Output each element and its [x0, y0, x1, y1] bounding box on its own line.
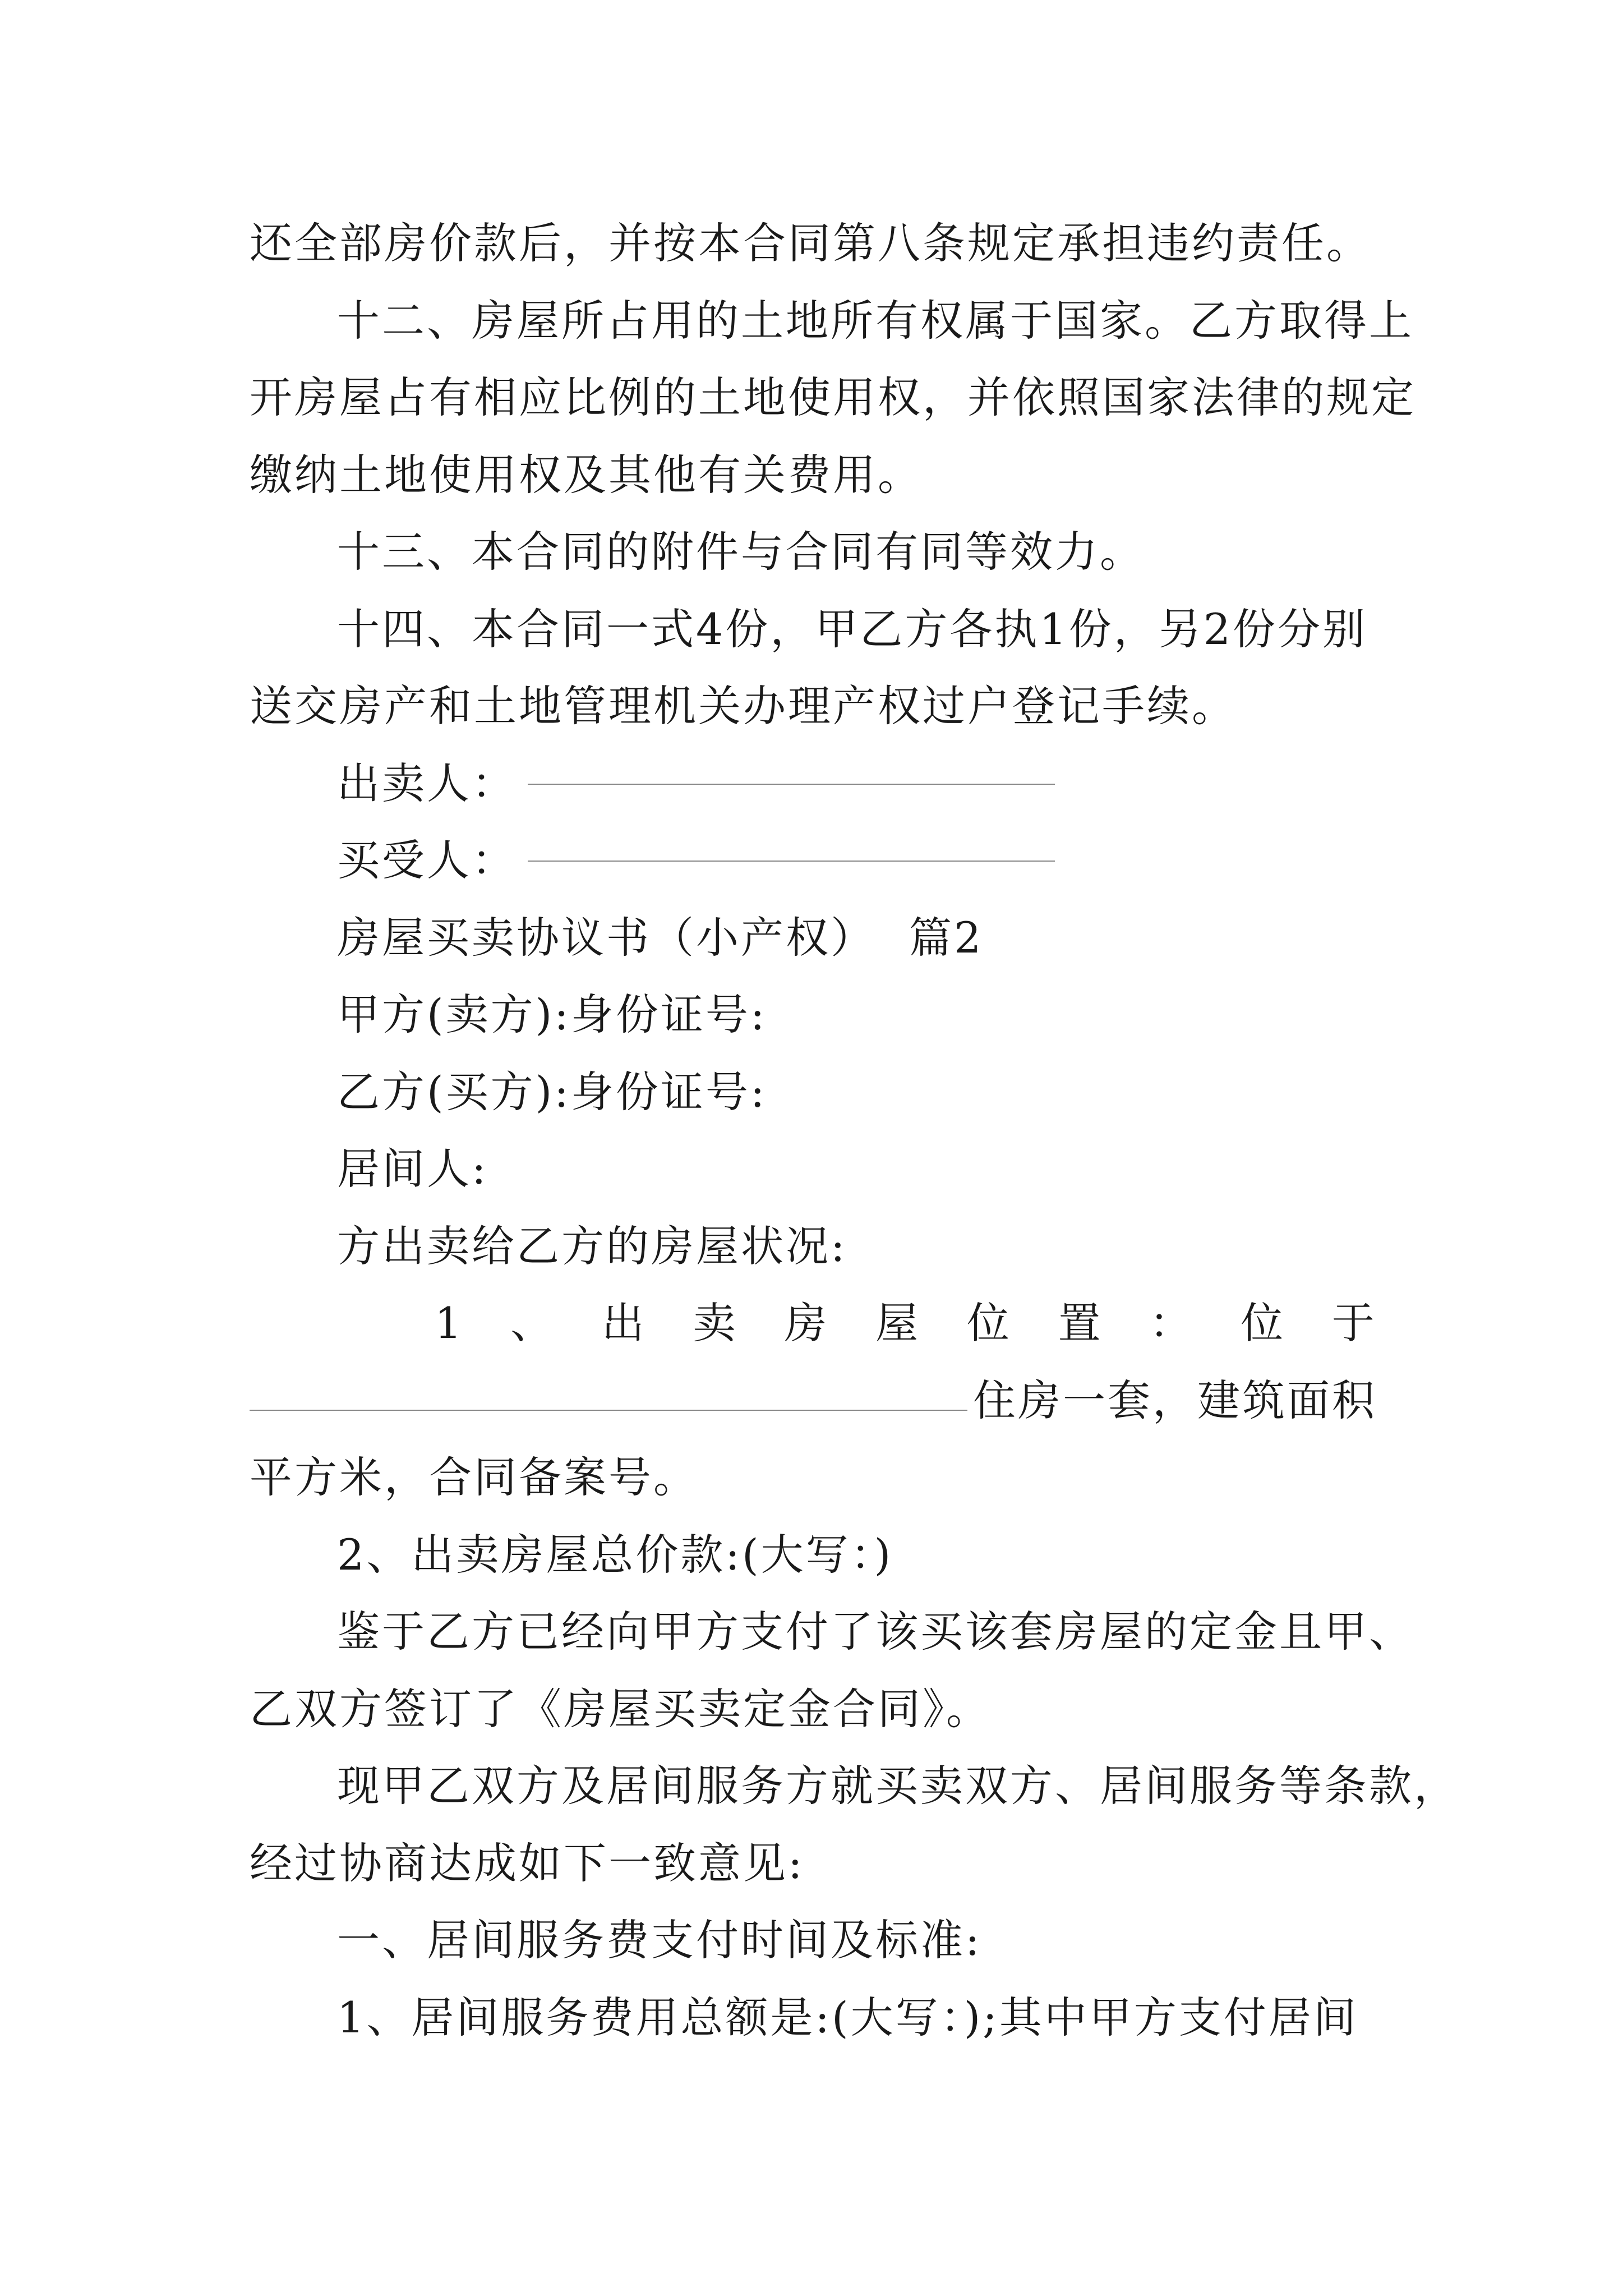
location-char: 1 — [435, 1298, 464, 1348]
agreement-part-label: 篇2 — [909, 912, 984, 963]
agreement-line: 现甲乙双方及居间服务方就买卖双方、居间服务等条款， — [337, 1761, 1459, 1811]
location-continued-text: 住房一套，建筑面积 — [973, 1375, 1377, 1425]
seller-label: 出卖人： — [337, 758, 517, 808]
agreement-heading — [250, 899, 1377, 977]
house-location-continued — [250, 1362, 1377, 1439]
location-char: 屋 — [875, 1298, 921, 1348]
party-b-line: 乙方(买方):身份证号: — [337, 1066, 767, 1117]
location-char: ： — [1149, 1298, 1195, 1348]
text-line: 经过协商达成如下一致意见: — [250, 1838, 805, 1888]
text-line: 缴纳土地使用权及其他有关费用。 — [250, 449, 923, 500]
area-line: 平方米，合同备案号。 — [250, 1452, 698, 1502]
service-fee-line: 1、居间服务费用总额是:(大写：);其中甲方支付居间 — [337, 1992, 1358, 2042]
clause-thirteen: 十三、本合同的附件与合同有同等效力。 — [337, 527, 1145, 577]
text-line: 送交房产和土地管理机关办理产权过户登记手续。 — [250, 681, 1237, 731]
buyer-signature-blank — [528, 861, 1055, 862]
text-line: 乙双方签订了《房屋买卖定金合同》。 — [250, 1683, 991, 1734]
deposit-line: 鉴于乙方已经向甲方支付了该买该套房屋的定金且甲、 — [337, 1607, 1414, 1657]
location-char: 、 — [510, 1298, 556, 1348]
seller-signature-row — [250, 745, 1377, 822]
location-char: 位 — [966, 1298, 1012, 1348]
clause-twelve: 十二、房屋所占用的土地所有权属于国家。乙方取得上 — [337, 295, 1414, 346]
house-status-intro: 方出卖给乙方的房屋状况: — [337, 1221, 847, 1271]
location-char: 卖 — [693, 1298, 738, 1348]
section-one-heading: 一、居间服务费支付时间及标准: — [337, 1915, 982, 1965]
clause-fourteen: 十四、本合同一式4份，甲乙方各执1份，另2份分别 — [337, 604, 1368, 654]
location-char: 位 — [1241, 1298, 1286, 1348]
text-line: 开房屋占有相应比例的土地使用权，并依照国家法律的规定 — [250, 372, 1416, 422]
buyer-label: 买受人： — [337, 835, 517, 885]
location-char: 置 — [1058, 1298, 1103, 1348]
total-price-line: 2、出卖房屋总价款:(大写：) — [337, 1529, 893, 1580]
buyer-signature-row — [250, 822, 1377, 899]
house-location-line — [250, 1285, 1377, 1362]
location-char: 于 — [1331, 1298, 1377, 1348]
party-a-line: 甲方(卖方):身份证号: — [337, 990, 767, 1039]
seller-signature-blank — [528, 784, 1055, 785]
agent-line: 居间人: — [337, 1144, 488, 1194]
text-line: 还全部房价款后，并按本合同第八条规定承担违约责任。 — [250, 218, 1371, 268]
document-body — [250, 205, 1459, 2056]
location-char: 房 — [784, 1298, 829, 1348]
agreement-title: 房屋买卖协议书（小产权） — [337, 912, 875, 963]
location-char: 出 — [601, 1298, 647, 1348]
address-blank — [250, 1410, 967, 1411]
